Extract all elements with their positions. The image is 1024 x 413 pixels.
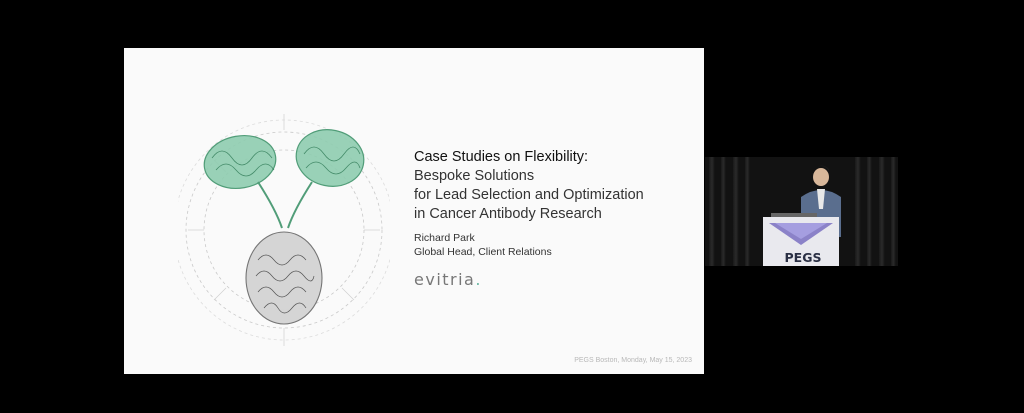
title-line-2: Bespoke Solutions — [414, 168, 535, 184]
slide-footer: PEGS Boston, Monday, May 15, 2023 — [574, 357, 692, 364]
presenter-title: Global Head, Client Relations — [414, 246, 552, 258]
presentation-slide — [124, 48, 704, 374]
title-line-1: Case Studies on Flexibility: — [414, 149, 589, 165]
antibody-illustration — [178, 100, 390, 362]
presenter-info — [414, 231, 674, 259]
company-logo — [414, 270, 482, 289]
logo-text: evitria — [414, 270, 476, 289]
slide-title — [414, 148, 694, 224]
title-line-4: in Cancer Antibody Research — [414, 206, 602, 222]
logo-accent-icon: . — [475, 270, 482, 289]
title-line-3: for Lead Selection and Optimization — [414, 187, 644, 203]
presenter-name: Richard Park — [414, 232, 475, 244]
podium-sign-text: PEGS — [784, 250, 822, 265]
